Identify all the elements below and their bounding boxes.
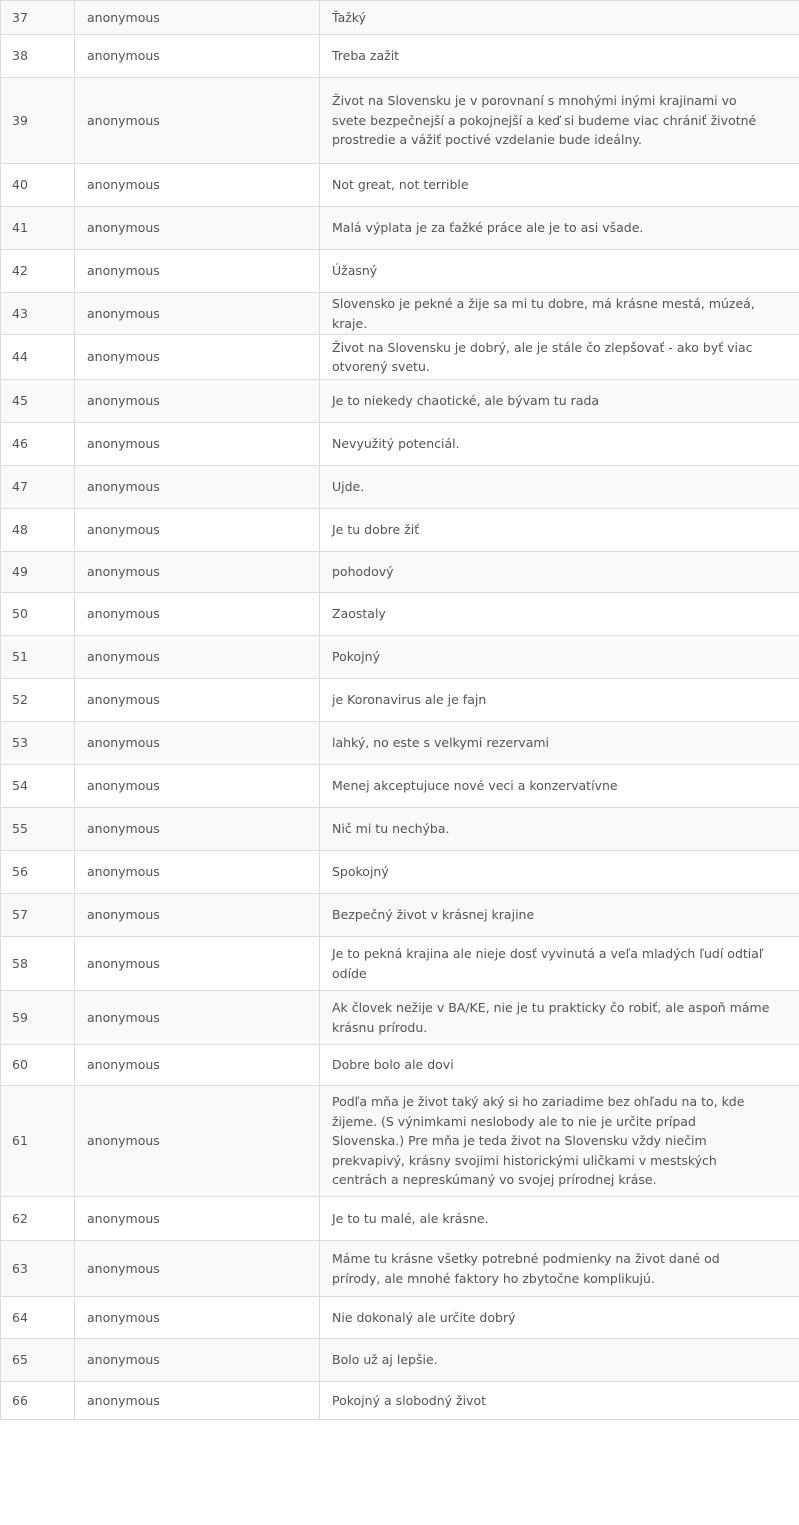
row-number-cell: 66 <box>1 1382 75 1420</box>
table-row <box>1 1 799 35</box>
response-cell: pohodový <box>320 552 799 593</box>
response-cell: Pokojný a slobodný život <box>320 1382 799 1420</box>
row-number-cell: 62 <box>1 1197 75 1241</box>
username-cell: anonymous <box>75 851 320 894</box>
row-number-cell: 43 <box>1 293 75 335</box>
response-cell: Nevyužitý potenciál. <box>320 423 799 466</box>
username-cell: anonymous <box>75 164 320 207</box>
username-cell: anonymous <box>75 679 320 722</box>
response-cell: Ak človek nežije v BA/KE, nie je tu prakticky čo robiť, ale aspoň máme krásnu prírodu. <box>320 991 799 1045</box>
response-cell: Život na Slovensku je v porovnaní s mnohými inými krajinami vo svete bezpečnejší a pokojnejší a keď si budeme viac chrániť životné prostredie a vážiť poctivé vzdelanie bude ideálny. <box>320 78 799 164</box>
table-row <box>1 851 799 894</box>
username-cell: anonymous <box>75 722 320 765</box>
row-number-cell: 55 <box>1 808 75 851</box>
row-number-cell: 42 <box>1 250 75 293</box>
row-number-cell: 52 <box>1 679 75 722</box>
row-number-cell: 51 <box>1 636 75 679</box>
response-cell: lahký, no este s velkymi rezervami <box>320 722 799 765</box>
username-cell: anonymous <box>75 1297 320 1339</box>
row-number-cell: 58 <box>1 937 75 991</box>
username-cell: anonymous <box>75 78 320 164</box>
row-number-cell: 38 <box>1 35 75 78</box>
row-number-cell: 65 <box>1 1339 75 1382</box>
table-row <box>1 1241 799 1297</box>
username-cell: anonymous <box>75 808 320 851</box>
table-row <box>1 1297 799 1339</box>
row-number-cell: 48 <box>1 509 75 552</box>
response-cell: Je to tu malé, ale krásne. <box>320 1197 799 1241</box>
table-row <box>1 1382 799 1420</box>
row-number-cell: 49 <box>1 552 75 593</box>
response-cell: Bezpečný život v krásnej krajine <box>320 894 799 937</box>
username-cell: anonymous <box>75 894 320 937</box>
username-cell: anonymous <box>75 335 320 380</box>
username-cell: anonymous <box>75 250 320 293</box>
table-row <box>1 466 799 509</box>
table-row <box>1 250 799 293</box>
row-number-cell: 61 <box>1 1086 75 1197</box>
username-cell: anonymous <box>75 765 320 808</box>
table-row <box>1 765 799 808</box>
table-row <box>1 293 799 335</box>
table-row <box>1 937 799 991</box>
response-cell: Ujde. <box>320 466 799 509</box>
row-number-cell: 53 <box>1 722 75 765</box>
username-cell: anonymous <box>75 293 320 335</box>
row-number-cell: 64 <box>1 1297 75 1339</box>
table-row <box>1 509 799 552</box>
username-cell: anonymous <box>75 1241 320 1297</box>
username-cell: anonymous <box>75 380 320 423</box>
row-number-cell: 60 <box>1 1045 75 1086</box>
row-number-cell: 40 <box>1 164 75 207</box>
row-number-cell: 54 <box>1 765 75 808</box>
row-number-cell: 50 <box>1 593 75 636</box>
responses-table-body <box>1 1 799 1420</box>
username-cell: anonymous <box>75 1086 320 1197</box>
response-cell: Not great, not terrible <box>320 164 799 207</box>
response-cell: Menej akceptujuce nové veci a konzervatívne <box>320 765 799 808</box>
table-row <box>1 335 799 380</box>
table-row <box>1 894 799 937</box>
table-row <box>1 380 799 423</box>
response-cell: Je to pekná krajina ale nieje dosť vyvinutá a veľa mladých ľudí odtiaľ odíde <box>320 937 799 991</box>
row-number-cell: 46 <box>1 423 75 466</box>
response-cell: Ťažký <box>320 1 799 35</box>
username-cell: anonymous <box>75 552 320 593</box>
response-cell: Pokojný <box>320 636 799 679</box>
response-cell: Nič mi tu nechýba. <box>320 808 799 851</box>
row-number-cell: 59 <box>1 991 75 1045</box>
row-number-cell: 37 <box>1 1 75 35</box>
table-row <box>1 1339 799 1382</box>
table-row <box>1 593 799 636</box>
table-row <box>1 1045 799 1086</box>
response-cell: Treba zažit <box>320 35 799 78</box>
table-row <box>1 679 799 722</box>
response-cell: Úžasný <box>320 250 799 293</box>
username-cell: anonymous <box>75 1 320 35</box>
username-cell: anonymous <box>75 509 320 552</box>
response-cell: Malá výplata je za ťažké práce ale je to asi všade. <box>320 207 799 250</box>
row-number-cell: 45 <box>1 380 75 423</box>
username-cell: anonymous <box>75 991 320 1045</box>
response-cell: Život na Slovensku je dobrý, ale je stále čo zlepšovať - ako byť viac otvorený svetu. <box>320 335 799 380</box>
table-row <box>1 552 799 593</box>
username-cell: anonymous <box>75 1197 320 1241</box>
response-cell: Zaostaly <box>320 593 799 636</box>
response-cell: Dobre bolo ale dovi <box>320 1045 799 1086</box>
username-cell: anonymous <box>75 937 320 991</box>
username-cell: anonymous <box>75 35 320 78</box>
table-row <box>1 1197 799 1241</box>
table-row <box>1 808 799 851</box>
table-row <box>1 1086 799 1197</box>
row-number-cell: 44 <box>1 335 75 380</box>
response-cell: Bolo už aj lepšie. <box>320 1339 799 1382</box>
response-cell: Slovensko je pekné a žije sa mi tu dobre, má krásne mestá, múzeá, kraje. <box>320 293 799 335</box>
row-number-cell: 41 <box>1 207 75 250</box>
row-number-cell: 56 <box>1 851 75 894</box>
username-cell: anonymous <box>75 1339 320 1382</box>
table-row <box>1 207 799 250</box>
response-cell: Máme tu krásne všetky potrebné podmienky na život dané od prírody, ale mnohé faktory ho zbytočne komplikujú. <box>320 1241 799 1297</box>
response-cell: Spokojný <box>320 851 799 894</box>
username-cell: anonymous <box>75 636 320 679</box>
table-row <box>1 722 799 765</box>
response-cell: Nie dokonalý ale určite dobrý <box>320 1297 799 1339</box>
table-row <box>1 636 799 679</box>
username-cell: anonymous <box>75 593 320 636</box>
response-cell: je Koronavirus ale je fajn <box>320 679 799 722</box>
username-cell: anonymous <box>75 1382 320 1420</box>
row-number-cell: 39 <box>1 78 75 164</box>
username-cell: anonymous <box>75 1045 320 1086</box>
username-cell: anonymous <box>75 466 320 509</box>
row-number-cell: 63 <box>1 1241 75 1297</box>
table-row <box>1 78 799 164</box>
username-cell: anonymous <box>75 207 320 250</box>
table-row <box>1 423 799 466</box>
row-number-cell: 57 <box>1 894 75 937</box>
row-number-cell: 47 <box>1 466 75 509</box>
table-row <box>1 164 799 207</box>
table-row <box>1 991 799 1045</box>
response-cell: Je to niekedy chaotické, ale bývam tu rada <box>320 380 799 423</box>
username-cell: anonymous <box>75 423 320 466</box>
response-cell: Je tu dobre žiť <box>320 509 799 552</box>
table-row <box>1 35 799 78</box>
response-cell: Podľa mňa je život taký aký si ho zariadime bez ohľadu na to, kde žijeme. (S výnimkami neslobody ale to nie je určite prípad Slovenska.) Pre mňa je teda život na Slovensku vždy niečim prekvapivý, krásny svojimi historickými uličkami v mestských centrách a nepreskúmaný vo svojej prírodnej kráse. <box>320 1086 799 1197</box>
